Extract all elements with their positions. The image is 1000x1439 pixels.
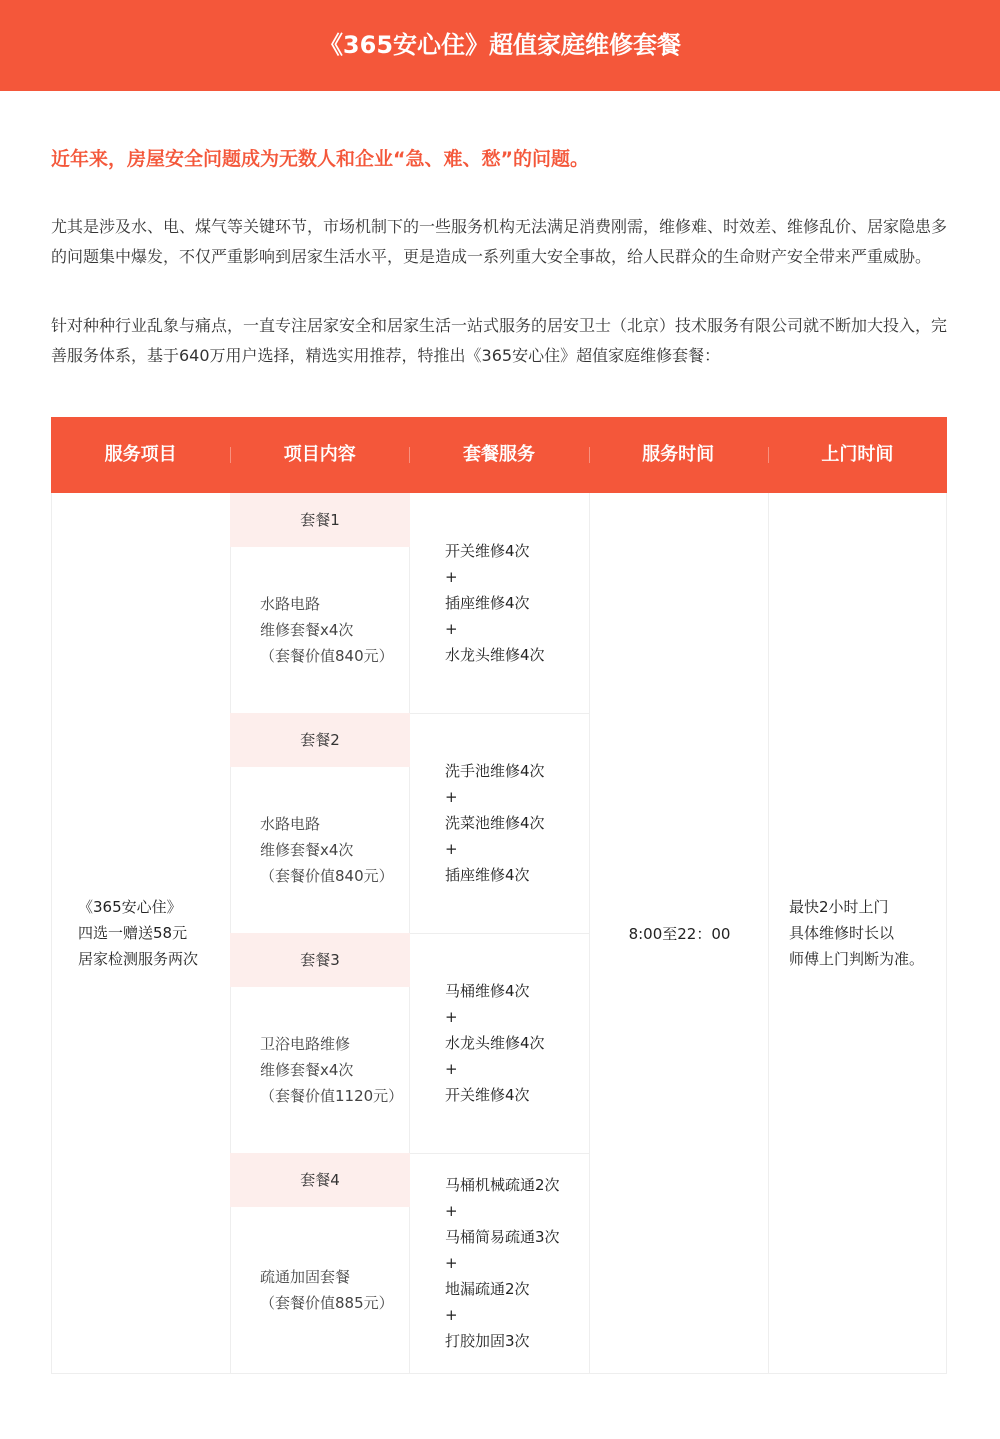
package-service-cell bbox=[410, 933, 590, 1153]
service-plus: + bbox=[445, 1202, 458, 1220]
package-table bbox=[51, 417, 947, 1374]
service-line: 开关维修4次 bbox=[445, 1086, 530, 1104]
visit-time-line: 具体维修时长以 bbox=[789, 924, 895, 942]
package-title: 套餐2 bbox=[230, 713, 410, 767]
service-line: 马桶机械疏通2次 bbox=[445, 1176, 560, 1194]
service-item-line: 居家检测服务两次 bbox=[78, 950, 199, 968]
service-line: 马桶简易疏通3次 bbox=[445, 1228, 560, 1246]
service-item-cell bbox=[52, 493, 230, 1373]
package-service-cell bbox=[410, 1153, 590, 1373]
package-title: 套餐3 bbox=[230, 933, 410, 987]
service-plus: + bbox=[445, 1254, 458, 1272]
service-line: 洗菜池维修4次 bbox=[445, 814, 545, 832]
visit-time-cell bbox=[769, 493, 947, 1373]
package-title: 套餐1 bbox=[230, 493, 410, 547]
visit-time-line: 最快2小时上门 bbox=[789, 898, 889, 916]
service-line: 水龙头维修4次 bbox=[445, 646, 545, 664]
package-service-cell bbox=[410, 493, 590, 713]
service-line: 插座维修4次 bbox=[445, 594, 530, 612]
header-visit-time: 上门时间 bbox=[768, 417, 947, 493]
intro-paragraph-2: 针对种种行业乱象与痛点，一直专注居家安全和居家生活一站式服务的居安卫士（北京）技术服务有限公司就不断加大投入，完善服务体系，基于640万用户选择，精选实用推荐，特推出《365安心住》超值家庭维修套餐： bbox=[51, 316, 948, 365]
visit-time-line: 师傅上门判断为准。 bbox=[789, 950, 925, 968]
service-item-line: 《365安心住》 bbox=[78, 898, 182, 916]
header-service-time: 服务时间 bbox=[589, 417, 768, 493]
package-title: 套餐4 bbox=[230, 1153, 410, 1207]
header-package-service: 套餐服务 bbox=[409, 417, 588, 493]
service-time-cell: 8:00至22：00 bbox=[628, 924, 731, 943]
service-plus: + bbox=[445, 840, 458, 858]
service-plus: + bbox=[445, 568, 458, 586]
service-line: 打胶加固3次 bbox=[445, 1332, 530, 1350]
package-service-cell bbox=[410, 713, 590, 933]
service-line: 地漏疏通2次 bbox=[445, 1280, 530, 1298]
intro-headline: 近年来，房屋安全问题成为无数人和企业“急、难、愁”的问题。 bbox=[51, 148, 589, 170]
service-plus: + bbox=[445, 1306, 458, 1324]
package-content-line: 维修套餐x4次 bbox=[260, 841, 354, 859]
package-content-cell bbox=[230, 933, 410, 1153]
service-plus: + bbox=[445, 620, 458, 638]
package-content-line: 水路电路 bbox=[260, 815, 321, 833]
package-content-line: 维修套餐x4次 bbox=[260, 621, 354, 639]
service-line: 马桶维修4次 bbox=[445, 982, 530, 1000]
package-content-line: 疏通加固套餐 bbox=[260, 1268, 351, 1286]
service-plus: + bbox=[445, 1060, 458, 1078]
package-content-line: （套餐价值840元） bbox=[260, 867, 394, 885]
header-service-item: 服务项目 bbox=[104, 444, 177, 465]
package-content-line: 卫浴电路维修 bbox=[260, 1035, 351, 1053]
package-content-cell bbox=[230, 1153, 410, 1373]
package-content-line: （套餐价值885元） bbox=[260, 1294, 394, 1312]
intro-paragraph-1: 尤其是涉及水、电、煤气等关键环节，市场机制下的一些服务机构无法满足消费刚需，维修难、时效差、维修乱价、居家隐患多的问题集中爆发，不仅严重影响到居家生活水平，更是造成一系列重大安全事故，给人民群众的生命财产安全带来严重威胁。 bbox=[51, 217, 948, 266]
service-plus: + bbox=[445, 788, 458, 806]
service-item-line: 四选一赠送58元 bbox=[78, 924, 188, 942]
service-line: 开关维修4次 bbox=[445, 542, 530, 560]
package-content-cell bbox=[230, 713, 410, 933]
service-plus: + bbox=[445, 1008, 458, 1026]
header-content: 项目内容 bbox=[230, 417, 409, 493]
package-content-line: （套餐价值840元） bbox=[260, 647, 394, 665]
package-content-line: （套餐价值1120元） bbox=[260, 1087, 404, 1105]
service-line: 洗手池维修4次 bbox=[445, 762, 545, 780]
package-content-line: 水路电路 bbox=[260, 595, 321, 613]
package-content-cell bbox=[230, 493, 410, 713]
service-line: 插座维修4次 bbox=[445, 866, 530, 884]
table-header-row bbox=[51, 417, 947, 493]
package-content-line: 维修套餐x4次 bbox=[260, 1061, 354, 1079]
page-banner-title: 《365安心住》超值家庭维修套餐 bbox=[0, 0, 1000, 91]
service-line: 水龙头维修4次 bbox=[445, 1034, 545, 1052]
